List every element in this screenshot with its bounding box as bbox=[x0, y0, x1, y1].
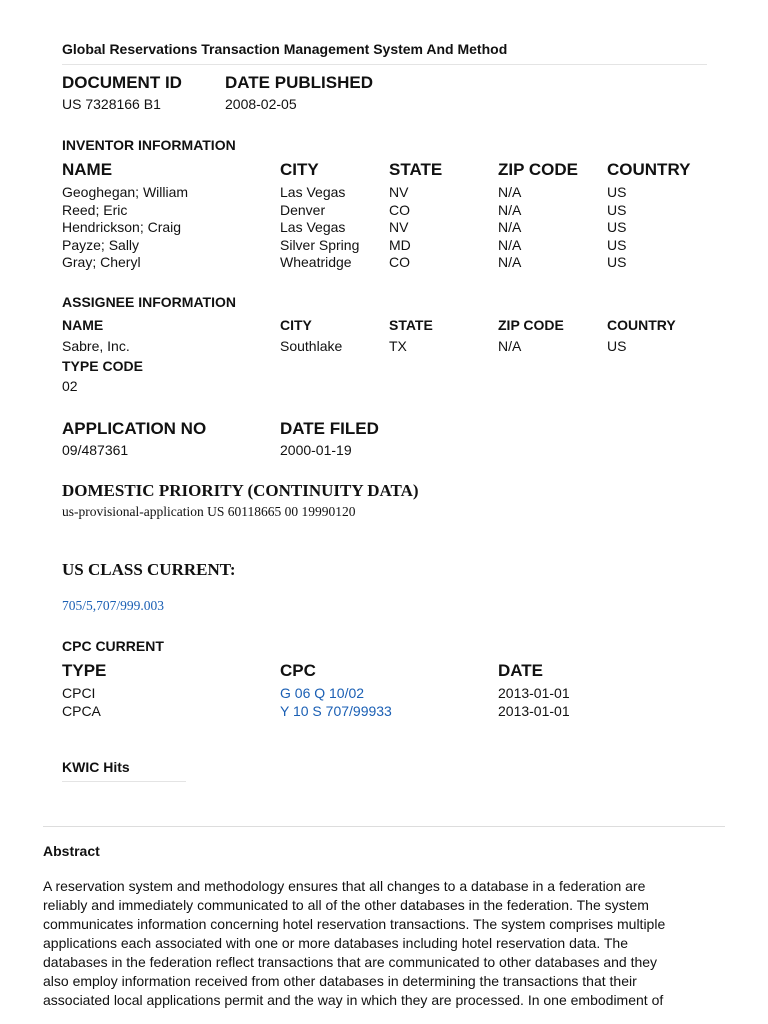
inventor-zip: N/A bbox=[498, 184, 522, 200]
inventor-city: Wheatridge bbox=[280, 254, 352, 270]
cpc-heading: CPC CURRENT bbox=[62, 638, 164, 654]
inventor-col-city: CITY bbox=[280, 160, 319, 179]
abstract-line: databases in the federation reflect transactions that are communicated to other databases and they bbox=[43, 954, 658, 970]
inventor-country: US bbox=[607, 184, 627, 200]
inventor-country: US bbox=[607, 201, 627, 218]
inventor-city-column bbox=[280, 184, 359, 272]
cpc-col-cpc: CPC bbox=[280, 661, 316, 680]
assignee-col-state: STATE bbox=[389, 317, 433, 333]
inventor-name: Gray; Cheryl bbox=[62, 254, 141, 270]
inventor-city: Las Vegas bbox=[280, 219, 346, 235]
inventor-name: Geoghegan; William bbox=[62, 184, 189, 200]
inventor-col-name: NAME bbox=[62, 160, 113, 179]
assignee-heading: ASSIGNEE INFORMATION bbox=[62, 294, 236, 310]
inventor-city: Denver bbox=[280, 201, 326, 218]
abstract-line: applications each associated with one or more databases including hotel reservation data. The bbox=[43, 935, 628, 951]
inventor-state: MD bbox=[389, 236, 411, 253]
inventor-zip: N/A bbox=[498, 254, 522, 270]
title-divider bbox=[62, 64, 707, 65]
cpc-col-type: TYPE bbox=[62, 661, 107, 680]
inventor-city: Las Vegas bbox=[280, 184, 346, 200]
us-class-link[interactable]: 705/5,707/999.003 bbox=[62, 598, 165, 613]
type-code-value: 02 bbox=[62, 378, 78, 394]
inventor-zip: N/A bbox=[498, 219, 522, 235]
abstract-heading: Abstract bbox=[43, 843, 100, 859]
inventor-heading: INVENTOR INFORMATION bbox=[62, 137, 236, 153]
date-filed-label: DATE FILED bbox=[280, 419, 379, 438]
cpc-date: 2013-01-01 bbox=[498, 685, 570, 701]
assignee-col-zip: ZIP CODE bbox=[498, 317, 564, 333]
inventor-zip: N/A bbox=[498, 201, 522, 218]
inventor-name: Reed; Eric bbox=[62, 201, 128, 218]
inventor-state: NV bbox=[389, 219, 409, 235]
inventor-state-column bbox=[389, 184, 411, 272]
us-class-heading: US CLASS CURRENT: bbox=[62, 560, 236, 579]
inventor-state: CO bbox=[389, 254, 410, 270]
date-published-value: 2008-02-05 bbox=[225, 96, 297, 112]
inventor-country: US bbox=[607, 236, 627, 253]
inventor-col-country: COUNTRY bbox=[607, 160, 691, 179]
cpc-date: 2013-01-01 bbox=[498, 702, 570, 719]
application-no-value: 09/487361 bbox=[62, 442, 129, 458]
kwic-divider bbox=[62, 781, 186, 782]
date-published-label: DATE PUBLISHED bbox=[225, 73, 373, 92]
inventor-country-column bbox=[607, 184, 626, 272]
cpc-date-column bbox=[498, 685, 570, 720]
domestic-priority-text: us-provisional-application US 60118665 00 19990120 bbox=[62, 504, 356, 519]
document-id-label: DOCUMENT ID bbox=[62, 73, 182, 92]
abstract-line: reliably and immediately communicated to all of the other databases in the federation. The system bbox=[43, 897, 649, 913]
abstract-line: A reservation system and methodology ensures that all changes to a database in a federation are bbox=[43, 878, 646, 894]
date-filed-value: 2000-01-19 bbox=[280, 442, 352, 458]
assignee-name: Sabre, Inc. bbox=[62, 338, 130, 354]
inventor-country: US bbox=[607, 219, 627, 235]
inventor-country: US bbox=[607, 254, 627, 270]
abstract-line: also employ information received from other databases in determining the transactions that their bbox=[43, 973, 637, 989]
assignee-country: US bbox=[607, 338, 627, 354]
inventor-zip: N/A bbox=[498, 236, 522, 253]
inventor-state: NV bbox=[389, 184, 409, 200]
abstract-line: associated local applications permit and the way in which they are processed. In one embodiment of bbox=[43, 992, 664, 1008]
document-id-value: US 7328166 B1 bbox=[62, 96, 161, 112]
application-no-label: APPLICATION NO bbox=[62, 419, 207, 438]
cpc-type-column bbox=[62, 685, 101, 720]
document-title: Global Reservations Transaction Management System And Method bbox=[62, 41, 508, 57]
cpc-code-link[interactable]: Y 10 S 707/99933 bbox=[280, 702, 392, 719]
inventor-name: Hendrickson; Craig bbox=[62, 219, 182, 235]
inventor-state: CO bbox=[389, 201, 410, 218]
inventor-col-state: STATE bbox=[389, 160, 443, 179]
inventor-name-column bbox=[62, 184, 188, 272]
abstract-body bbox=[43, 877, 725, 1010]
kwic-hits-link[interactable]: KWIC Hits bbox=[62, 759, 130, 775]
domestic-priority-heading: DOMESTIC PRIORITY (CONTINUITY DATA) bbox=[62, 481, 419, 500]
cpc-code-column bbox=[280, 685, 392, 720]
assignee-state: TX bbox=[389, 338, 407, 354]
assignee-col-city: CITY bbox=[280, 317, 312, 333]
assignee-city: Southlake bbox=[280, 338, 343, 354]
abstract-divider bbox=[43, 826, 725, 827]
assignee-col-country: COUNTRY bbox=[607, 317, 676, 333]
cpc-type: CPCI bbox=[62, 685, 96, 701]
cpc-code-link[interactable]: G 06 Q 10/02 bbox=[280, 685, 365, 701]
type-code-label: TYPE CODE bbox=[62, 358, 143, 374]
inventor-city: Silver Spring bbox=[280, 236, 360, 253]
assignee-zip: N/A bbox=[498, 338, 522, 354]
inventor-name: Payze; Sally bbox=[62, 236, 140, 253]
assignee-col-name: NAME bbox=[62, 317, 104, 333]
abstract-line: communicates information concerning hotel reservation transactions. The system comprises multiple bbox=[43, 916, 666, 932]
inventor-col-zip: ZIP CODE bbox=[498, 160, 578, 179]
cpc-type: CPCA bbox=[62, 702, 101, 719]
inventor-zip-column bbox=[498, 184, 521, 272]
cpc-col-date: DATE bbox=[498, 661, 544, 680]
